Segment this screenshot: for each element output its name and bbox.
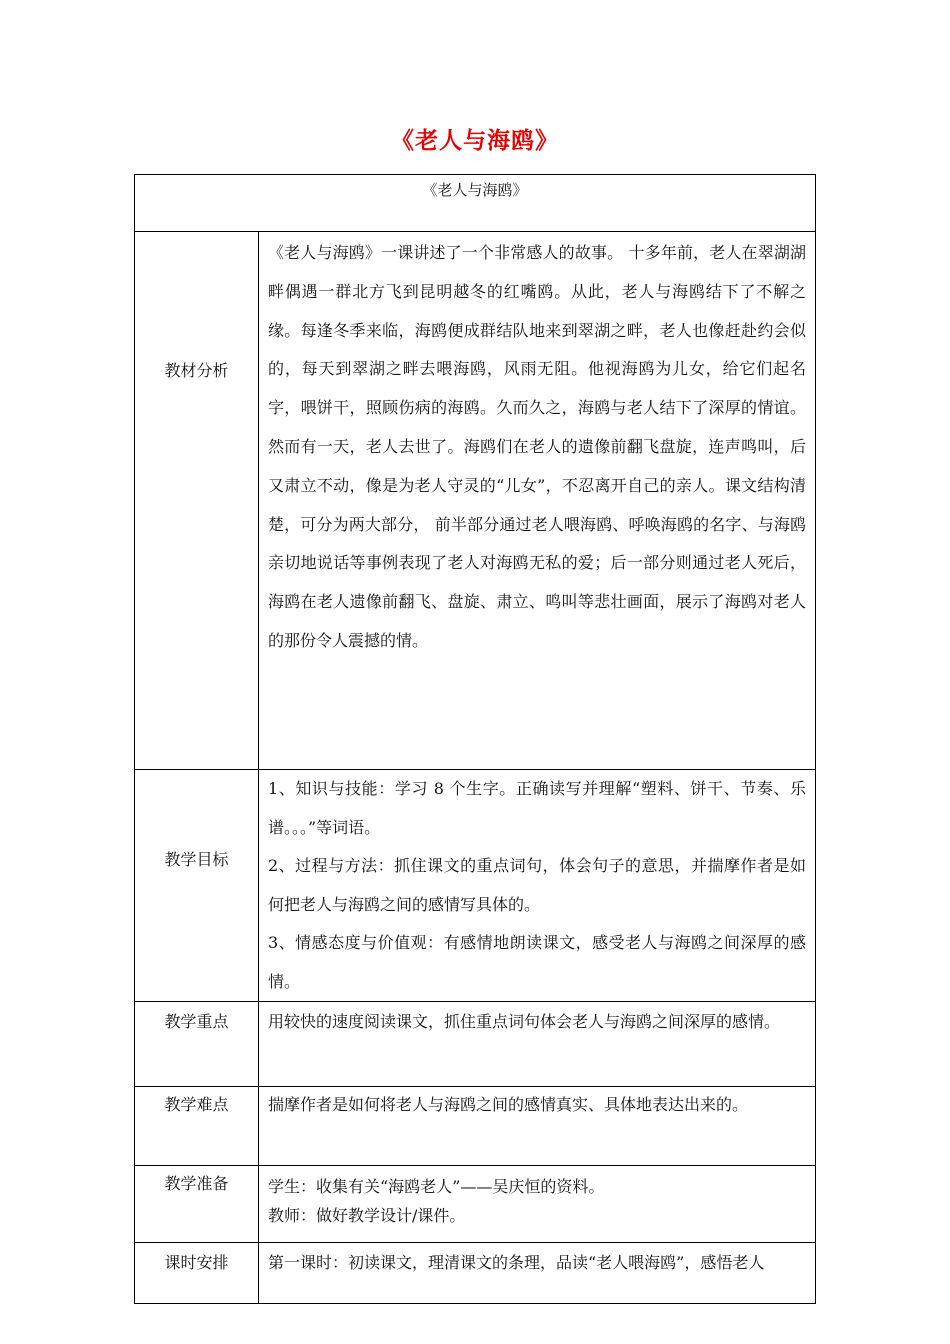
table-header-row	[135, 175, 816, 232]
goals-cell	[259, 770, 816, 1002]
goal-item-process: 2、过程与方法：抓住课文的重点词句，体会句子的意思，并揣摩作者是如何把老人与海鸥之间的感情写具体的。	[268, 856, 806, 914]
difficulties-text: 揣摩作者是如何将老人与海鸥之间的感情真实、具体地表达出来的。	[259, 1087, 816, 1166]
row-analysis	[135, 232, 816, 770]
row-goals	[135, 770, 816, 1002]
goals-label: 教学目标	[135, 770, 259, 1002]
row-key-points	[135, 1002, 816, 1087]
preparation-cell	[259, 1166, 816, 1243]
key-points-label: 教学重点	[135, 1002, 259, 1087]
difficulties-label: 教学难点	[135, 1087, 259, 1166]
preparation-teacher: 教师：做好教学设计/课件。	[268, 1206, 466, 1225]
key-points-text: 用较快的速度阅读课文，抓住重点词句体会老人与海鸥之间深厚的感情。	[259, 1002, 816, 1087]
lesson-plan-table	[134, 174, 816, 1304]
preparation-label: 教学准备	[135, 1166, 259, 1243]
row-difficulties	[135, 1087, 816, 1166]
schedule-text: 第一课时：初读课文，理清课文的条理，品读“老人喂海鸥”，感悟老人	[259, 1243, 816, 1304]
goal-item-knowledge: 1、知识与技能：学习 8 个生字。正确读写并理解“塑料、饼干、节奏、乐谱。。。”等词语。	[268, 779, 806, 837]
goal-item-attitude: 3、情感态度与价值观：有感情地朗读课文，感受老人与海鸥之间深厚的感情。	[268, 933, 806, 991]
schedule-label: 课时安排	[135, 1243, 259, 1304]
analysis-label: 教材分析	[135, 232, 259, 770]
document-title: 《老人与海鸥》	[391, 128, 559, 154]
table-header: 《老人与海鸥》	[135, 175, 816, 232]
analysis-text: 《老人与海鸥》一课讲述了一个非常感人的故事。 十多年前，老人在翠湖湖畔偶遇一群北方飞到昆明越冬的红嘴鸥。从此，老人与海鸥结下了不解之缘。每逢冬季来临，海鸥便成群结队地来到翠湖之畔，老人也像赶赴约会似的，每天到翠湖之畔去喂海鸥，风雨无阻。他视海鸥为儿女，给它们起名字，喂饼干，照顾伤病的海鸥。久而久之，海鸥与老人结下了深厚的情谊。然而有一天，老人去世了。海鸥们在老人的遗像前翻飞盘旋，连声鸣叫，后又肃立不动，像是为老人守灵的“儿女”，不忍离开自己的亲人。课文结构清楚，可分为两大部分， 前半部分通过老人喂海鸥、呼唤海鸥的名字、与海鸥亲切地说话等事例表现了老人对海鸥无私的爱；后一部分则通过老人死后，海鸥在老人遗像前翻飞、盘旋、肃立、鸣叫等悲壮画面，展示了海鸥对老人的那份令人震撼的情。	[259, 232, 816, 770]
preparation-students: 学生：收集有关“海鸥老人”——吴庆恒的资料。	[268, 1177, 605, 1196]
row-schedule	[135, 1243, 816, 1304]
row-preparation	[135, 1166, 816, 1243]
